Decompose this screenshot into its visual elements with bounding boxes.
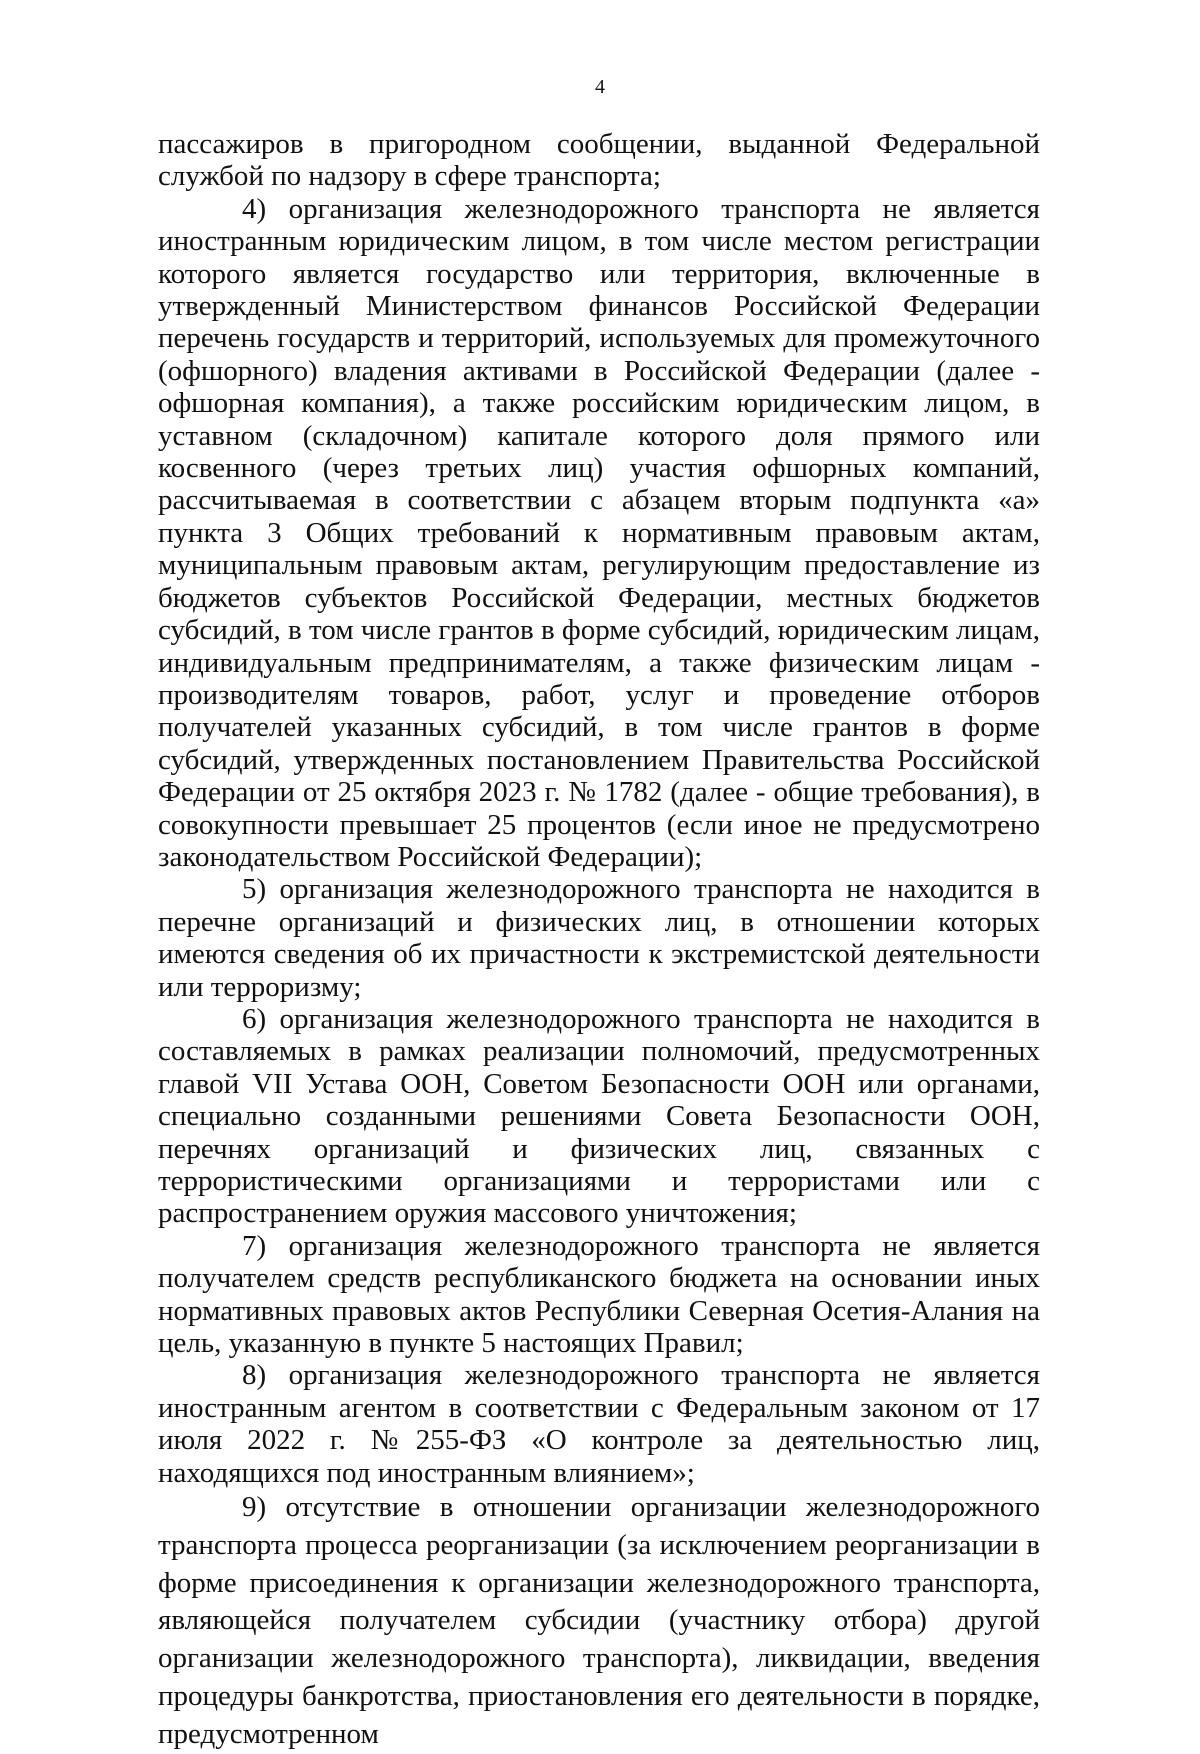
paragraph-item-6: 6) организация железнодорожного транспорта не находится в составляемых в рамках реализации полномочий, предусмотренных главой VII Устава ООН, Советом Безопасности ООН или органами, специально созданными решениями Совета Безопасности ООН, перечнях организаций и физических лиц, связанных с террористическими организациями и террористами или с распространением оружия массового уничтожения;: [158, 1002, 1040, 1230]
page-number: 4: [595, 76, 605, 98]
paragraph-continuation: пассажиров в пригородном сообщении, выданной Федеральной службой по надзору в сфере транспорта;: [158, 128, 1040, 193]
document-body: [158, 128, 1040, 1754]
paragraph-item-5: 5) организация железнодорожного транспорта не находится в перечне организаций и физических лиц, в отношении которых имеются сведения об их причастности к экстремистской деятельности или терроризму;: [158, 873, 1040, 1003]
paragraph-item-9: 9) отсутствие в отношении организации железнодорожного транспорта процесса реорганизации (за исключением реорганизации в форме присоединения к организации железнодорожного транспорта, являющейся получателем субсидии (участнику отбора) другой организации железнодорожного транспорта), ликвидации, введения процедуры банкротства, приостановления его деятельности в порядке, предусмотренном: [158, 1491, 1040, 1750]
paragraph-item-7: 7) организация железнодорожного транспорта не является получателем средств республиканского бюджета на основании иных нормативных правовых актов Республики Северная Осетия-Алания на цель, указанную в пункте 5 настоящих Правил;: [158, 1229, 1040, 1360]
paragraph-item-8: 8) организация железнодорожного транспорта не является иностранным агентом в соответствии с Федеральным законом от 17 июля 2022 г. №255-ФЗ «О контроле за деятельностью лиц, находящихся под иностранным влиянием»;: [158, 1359, 1040, 1489]
paragraph-item-4: 4) организация железнодорожного транспорта не является иностранным юридическим лицом, в том числе местом регистрации которого является государство или территория, включенные в утвержденный Министерством финансов Российской Федерации перечень государств и территорий, используемых для промежуточного (офшорного) владения активами в Российской Федерации (далее - офшорная компания), а также российским юридическим лицом, в уставном (складочном) капитале которого доля прямого или косвенного (через третьих лиц) участия офшорных компаний, рассчитываемая в соответствии с абзацем вторым подпункта «а» пункта 3 Общих требований к нормативным правовым актам, муниципальным правовым актам, регулирующим предоставление из бюджетов субъектов Российской Федерации, местных бюджетов субсидий, в том числе грантов в форме субсидий, юридическим лицам, индивидуальным предпринимателям, а также физическим лицам - производителям товаров, работ, услуг и проведение отборов получателей указанных субсидий, в том числе грантов в форме субсидий, утвержденных постановлением Правительства Российской Федерации от 25 октября 2023 г. № 1782 (далее - общие требования), в совокупности превышает 25 процентов (если иное не предусмотрено законодательством Российской Федерации);: [158, 192, 1040, 873]
